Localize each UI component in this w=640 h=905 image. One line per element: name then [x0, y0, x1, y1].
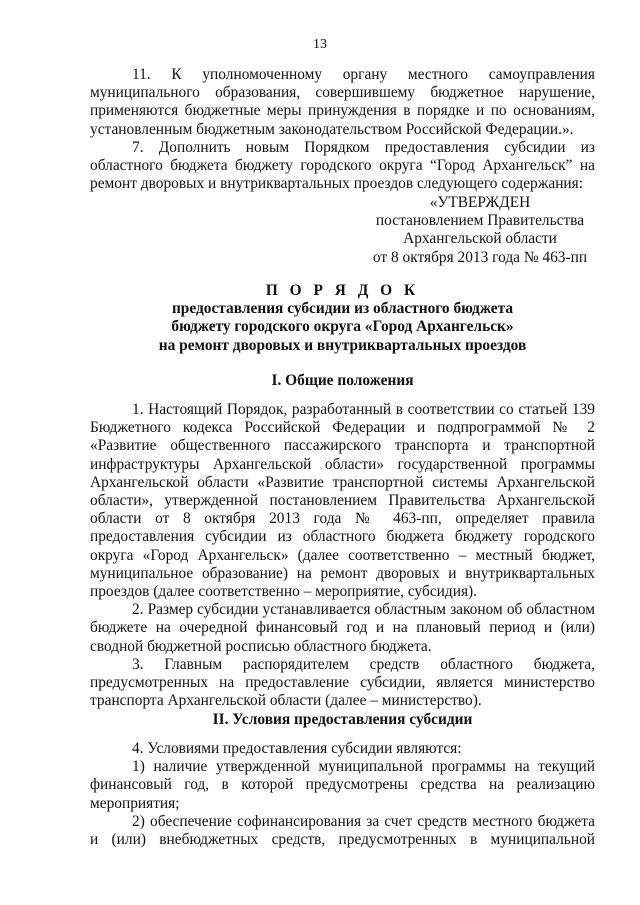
paragraph-4: 4. Условиями предоставления субсидии являются: [132, 740, 462, 757]
approval-line-3: Архангельской области [403, 230, 557, 248]
section-1-body [90, 401, 595, 710]
section-1 [90, 372, 595, 390]
document-title [90, 282, 595, 355]
intro-block [90, 66, 595, 193]
title-line-3: на ремонт дворовых и внутриквартальных проездов [158, 336, 527, 354]
paragraph-7: 7. Дополнить новым Порядком предоставления субсидии из областного бюджета бюджету городского округа “Город Архангельск” на ремонт дворовых и внутриквартальных проездов следующего содержания: [90, 138, 595, 193]
section-2-heading: II. Условия предоставления субсидии [212, 711, 473, 728]
section-2 [90, 711, 595, 729]
section-1-heading: I. Общие положения [271, 372, 414, 389]
approval-line-2: постановлением Правительства [375, 212, 585, 230]
approval-stamp [360, 194, 600, 267]
title-heading: П О Р Я Д О К [265, 282, 420, 299]
title-line-1: предоставления субсидии из областного бюджета [171, 300, 514, 318]
paragraph-2: 2. Размер субсидии устанавливается областным законом об областном бюджете на очередной финансовый год и на плановый период и (или) сводной бюджетной росписью областного бюджета. [90, 601, 595, 655]
approval-line-4: от 8 октября 2013 года № 463-пп [372, 248, 588, 266]
paragraph-4-2: 2) обеспечение софинансирования за счет средств местного бюджета и (или) внебюджетных средств, предусмотренных в муниципальной [90, 812, 595, 849]
paragraph-3: 3. Главным распорядителем средств областного бюджета, предусмотренных на предоставление субсидии, является министерство транспорта Архангельской области (далее – министерство). [90, 655, 595, 710]
title-line-2: бюджету городского округа «Город Архангельск» [171, 318, 514, 336]
paragraph-1: 1. Настоящий Порядок, разработанный в соответствии со статьей 139 Бюджетного кодекса Российской Федерации и подпрограммой № 2 «Развитие общественного пассажирского транспорта и транспортной инфраструктуры Архангельской области» государственной программы Архангельской области «Развитие транспортной системы Архангельской области», утвержденной постановлением Правительства Архангельской области от 8 октября 2013 года № 463-пп, определяет правила предоставления субсидии из областного бюджета бюджету городского округа «Город Архангельск» (далее соответственно – местный бюджет, муниципальное образование) на ремонт дворовых и внутриквартальных проездов (далее соответственно – мероприятие, субсидия). [90, 401, 595, 601]
paragraph-11: 11. К уполномоченному органу местного самоуправления муниципального образования, совершившему бюджетное нарушение, применяются бюджетные меры принуждения в порядке и по основаниям, установленным бюджетным законодательством Российской Федерации.». [90, 66, 595, 138]
approval-line-1: «УТВЕРЖДЕН [429, 194, 531, 211]
section-2-body [90, 740, 595, 849]
page-number: 13 [313, 37, 327, 52]
paragraph-4-1: 1) наличие утвержденной муниципальной программы на текущий финансовый год, в которой предусмотрены средства на реализацию мероприятия; [90, 758, 595, 812]
